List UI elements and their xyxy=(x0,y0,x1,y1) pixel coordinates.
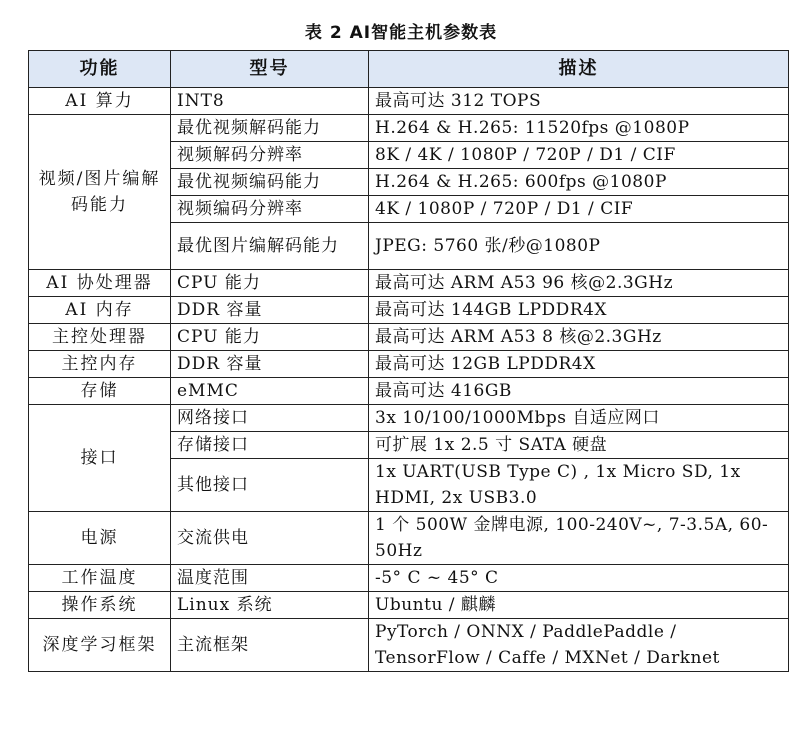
description-cell: 最高可达 ARM A53 8 核@2.3GHz xyxy=(369,324,789,351)
model-cell: 最优图片编解码能力 xyxy=(171,223,369,270)
table-row xyxy=(29,565,789,592)
table-row xyxy=(29,324,789,351)
model-cell: 存储接口 xyxy=(171,432,369,459)
description-cell: JPEG: 5760 张/秒@1080P xyxy=(369,223,789,270)
model-cell: 温度范围 xyxy=(171,565,369,592)
header-model: 型号 xyxy=(171,51,369,88)
table-row xyxy=(29,115,789,142)
function-cell: AI 算力 xyxy=(29,88,171,115)
function-cell: 工作温度 xyxy=(29,565,171,592)
description-cell: Ubuntu / 麒麟 xyxy=(369,592,789,619)
table-header-row xyxy=(29,51,789,88)
description-cell: -5° C ~ 45° C xyxy=(369,565,789,592)
description-cell: 最高可达 312 TOPS xyxy=(369,88,789,115)
description-cell: 最高可达 144GB LPDDR4X xyxy=(369,297,789,324)
header-description: 描述 xyxy=(369,51,789,88)
description-cell: 4K / 1080P / 720P / D1 / CIF xyxy=(369,196,789,223)
function-cell: 主控内存 xyxy=(29,351,171,378)
model-cell: INT8 xyxy=(171,88,369,115)
function-cell: 视频/图片编解码能力 xyxy=(29,115,171,270)
model-cell: 网络接口 xyxy=(171,405,369,432)
table-row xyxy=(29,592,789,619)
description-cell: 3x 10/100/1000Mbps 自适应网口 xyxy=(369,405,789,432)
description-cell: 1x UART(USB Type C) , 1x Micro SD, 1x HDMI, 2x USB3.0 xyxy=(369,459,789,512)
table-caption: 表 2 AI智能主机参数表 xyxy=(304,23,498,43)
model-cell: 最优视频编码能力 xyxy=(171,169,369,196)
function-cell: 电源 xyxy=(29,512,171,565)
model-cell: CPU 能力 xyxy=(171,270,369,297)
description-cell: 最高可达 416GB xyxy=(369,378,789,405)
model-cell: DDR 容量 xyxy=(171,297,369,324)
model-cell: 最优视频解码能力 xyxy=(171,115,369,142)
table-row xyxy=(29,88,789,115)
model-cell: Linux 系统 xyxy=(171,592,369,619)
header-function: 功能 xyxy=(29,51,171,88)
description-cell: H.264 & H.265: 11520fps @1080P xyxy=(369,115,789,142)
description-cell: 最高可达 12GB LPDDR4X xyxy=(369,351,789,378)
table-row xyxy=(29,378,789,405)
model-cell: 交流供电 xyxy=(171,512,369,565)
description-cell: 可扩展 1x 2.5 寸 SATA 硬盘 xyxy=(369,432,789,459)
description-cell: PyTorch / ONNX / PaddlePaddle / TensorFlow / Caffe / MXNet / Darknet xyxy=(369,619,789,672)
description-cell: 8K / 4K / 1080P / 720P / D1 / CIF xyxy=(369,142,789,169)
table-row xyxy=(29,405,789,432)
function-cell: 接口 xyxy=(29,405,171,512)
model-cell: 主流框架 xyxy=(171,619,369,672)
function-cell: 操作系统 xyxy=(29,592,171,619)
description-cell: 最高可达 ARM A53 96 核@2.3GHz xyxy=(369,270,789,297)
model-cell: 其他接口 xyxy=(171,459,369,512)
table-row xyxy=(29,351,789,378)
table-row xyxy=(29,619,789,672)
model-cell: CPU 能力 xyxy=(171,324,369,351)
function-cell: AI 协处理器 xyxy=(29,270,171,297)
model-cell: DDR 容量 xyxy=(171,351,369,378)
function-cell: 深度学习框架 xyxy=(29,619,171,672)
function-cell: 存储 xyxy=(29,378,171,405)
model-cell: 视频解码分辨率 xyxy=(171,142,369,169)
parameter-table xyxy=(28,50,789,672)
function-cell: AI 内存 xyxy=(29,297,171,324)
table-row xyxy=(29,270,789,297)
description-cell: H.264 & H.265: 600fps @1080P xyxy=(369,169,789,196)
function-cell: 主控处理器 xyxy=(29,324,171,351)
description-cell: 1 个 500W 金牌电源, 100-240V~, 7-3.5A, 60-50Hz xyxy=(369,512,789,565)
table-row xyxy=(29,512,789,565)
model-cell: eMMC xyxy=(171,378,369,405)
model-cell: 视频编码分辨率 xyxy=(171,196,369,223)
table-row xyxy=(29,297,789,324)
